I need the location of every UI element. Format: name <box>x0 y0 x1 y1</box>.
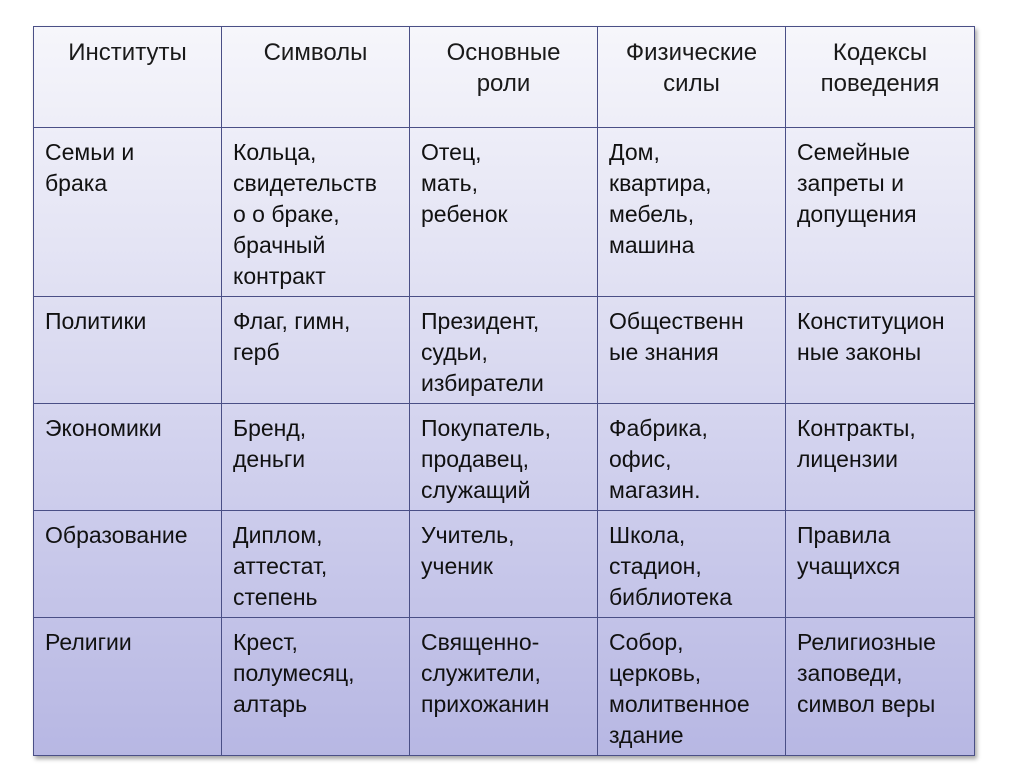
table-cell: Крест, полумесяц, алтарь <box>222 618 410 756</box>
table-cell: Бренд, деньги <box>222 404 410 511</box>
table-cell: Религиозные заповеди, символ веры <box>786 618 975 756</box>
table-cell: Общественн ые знания <box>598 297 786 404</box>
table-cell: Религии <box>34 618 222 756</box>
header-institutes: Институты <box>34 27 222 128</box>
table-cell: Семьи и брака <box>34 128 222 297</box>
table-cell: Кольца, свидетельств о о браке, брачный контракт <box>222 128 410 297</box>
header-physical-forces: Физические силы <box>598 27 786 128</box>
table-cell: Президент, судьи, избиратели <box>410 297 598 404</box>
table-cell: Конституцион ные законы <box>786 297 975 404</box>
header-codes-of-conduct: Кодексы поведения <box>786 27 975 128</box>
table-header-row <box>34 27 975 128</box>
table-cell: Дом, квартира, мебель, машина <box>598 128 786 297</box>
table-cell: Учитель, ученик <box>410 511 598 618</box>
table-row <box>34 618 975 756</box>
table-cell: Диплом, аттестат, степень <box>222 511 410 618</box>
table-cell: Собор, церковь, молитвенное здание <box>598 618 786 756</box>
table-cell: Священно- служители, прихожанин <box>410 618 598 756</box>
table-cell: Образование <box>34 511 222 618</box>
table-cell: Правила учащихся <box>786 511 975 618</box>
header-symbols: Символы <box>222 27 410 128</box>
table-row <box>34 511 975 618</box>
table-cell: Политики <box>34 297 222 404</box>
table-row <box>34 128 975 297</box>
table-cell: Контракты, лицензии <box>786 404 975 511</box>
table-cell: Семейные запреты и допущения <box>786 128 975 297</box>
table-cell: Экономики <box>34 404 222 511</box>
table-cell: Покупатель, продавец, служащий <box>410 404 598 511</box>
table-cell: Отец, мать, ребенок <box>410 128 598 297</box>
table-cell: Фабрика, офис, магазин. <box>598 404 786 511</box>
table-cell: Школа, стадион, библиотека <box>598 511 786 618</box>
institutions-table <box>33 26 975 756</box>
table-row <box>34 404 975 511</box>
header-main-roles: Основные роли <box>410 27 598 128</box>
table-cell: Флаг, гимн, герб <box>222 297 410 404</box>
table-row <box>34 297 975 404</box>
